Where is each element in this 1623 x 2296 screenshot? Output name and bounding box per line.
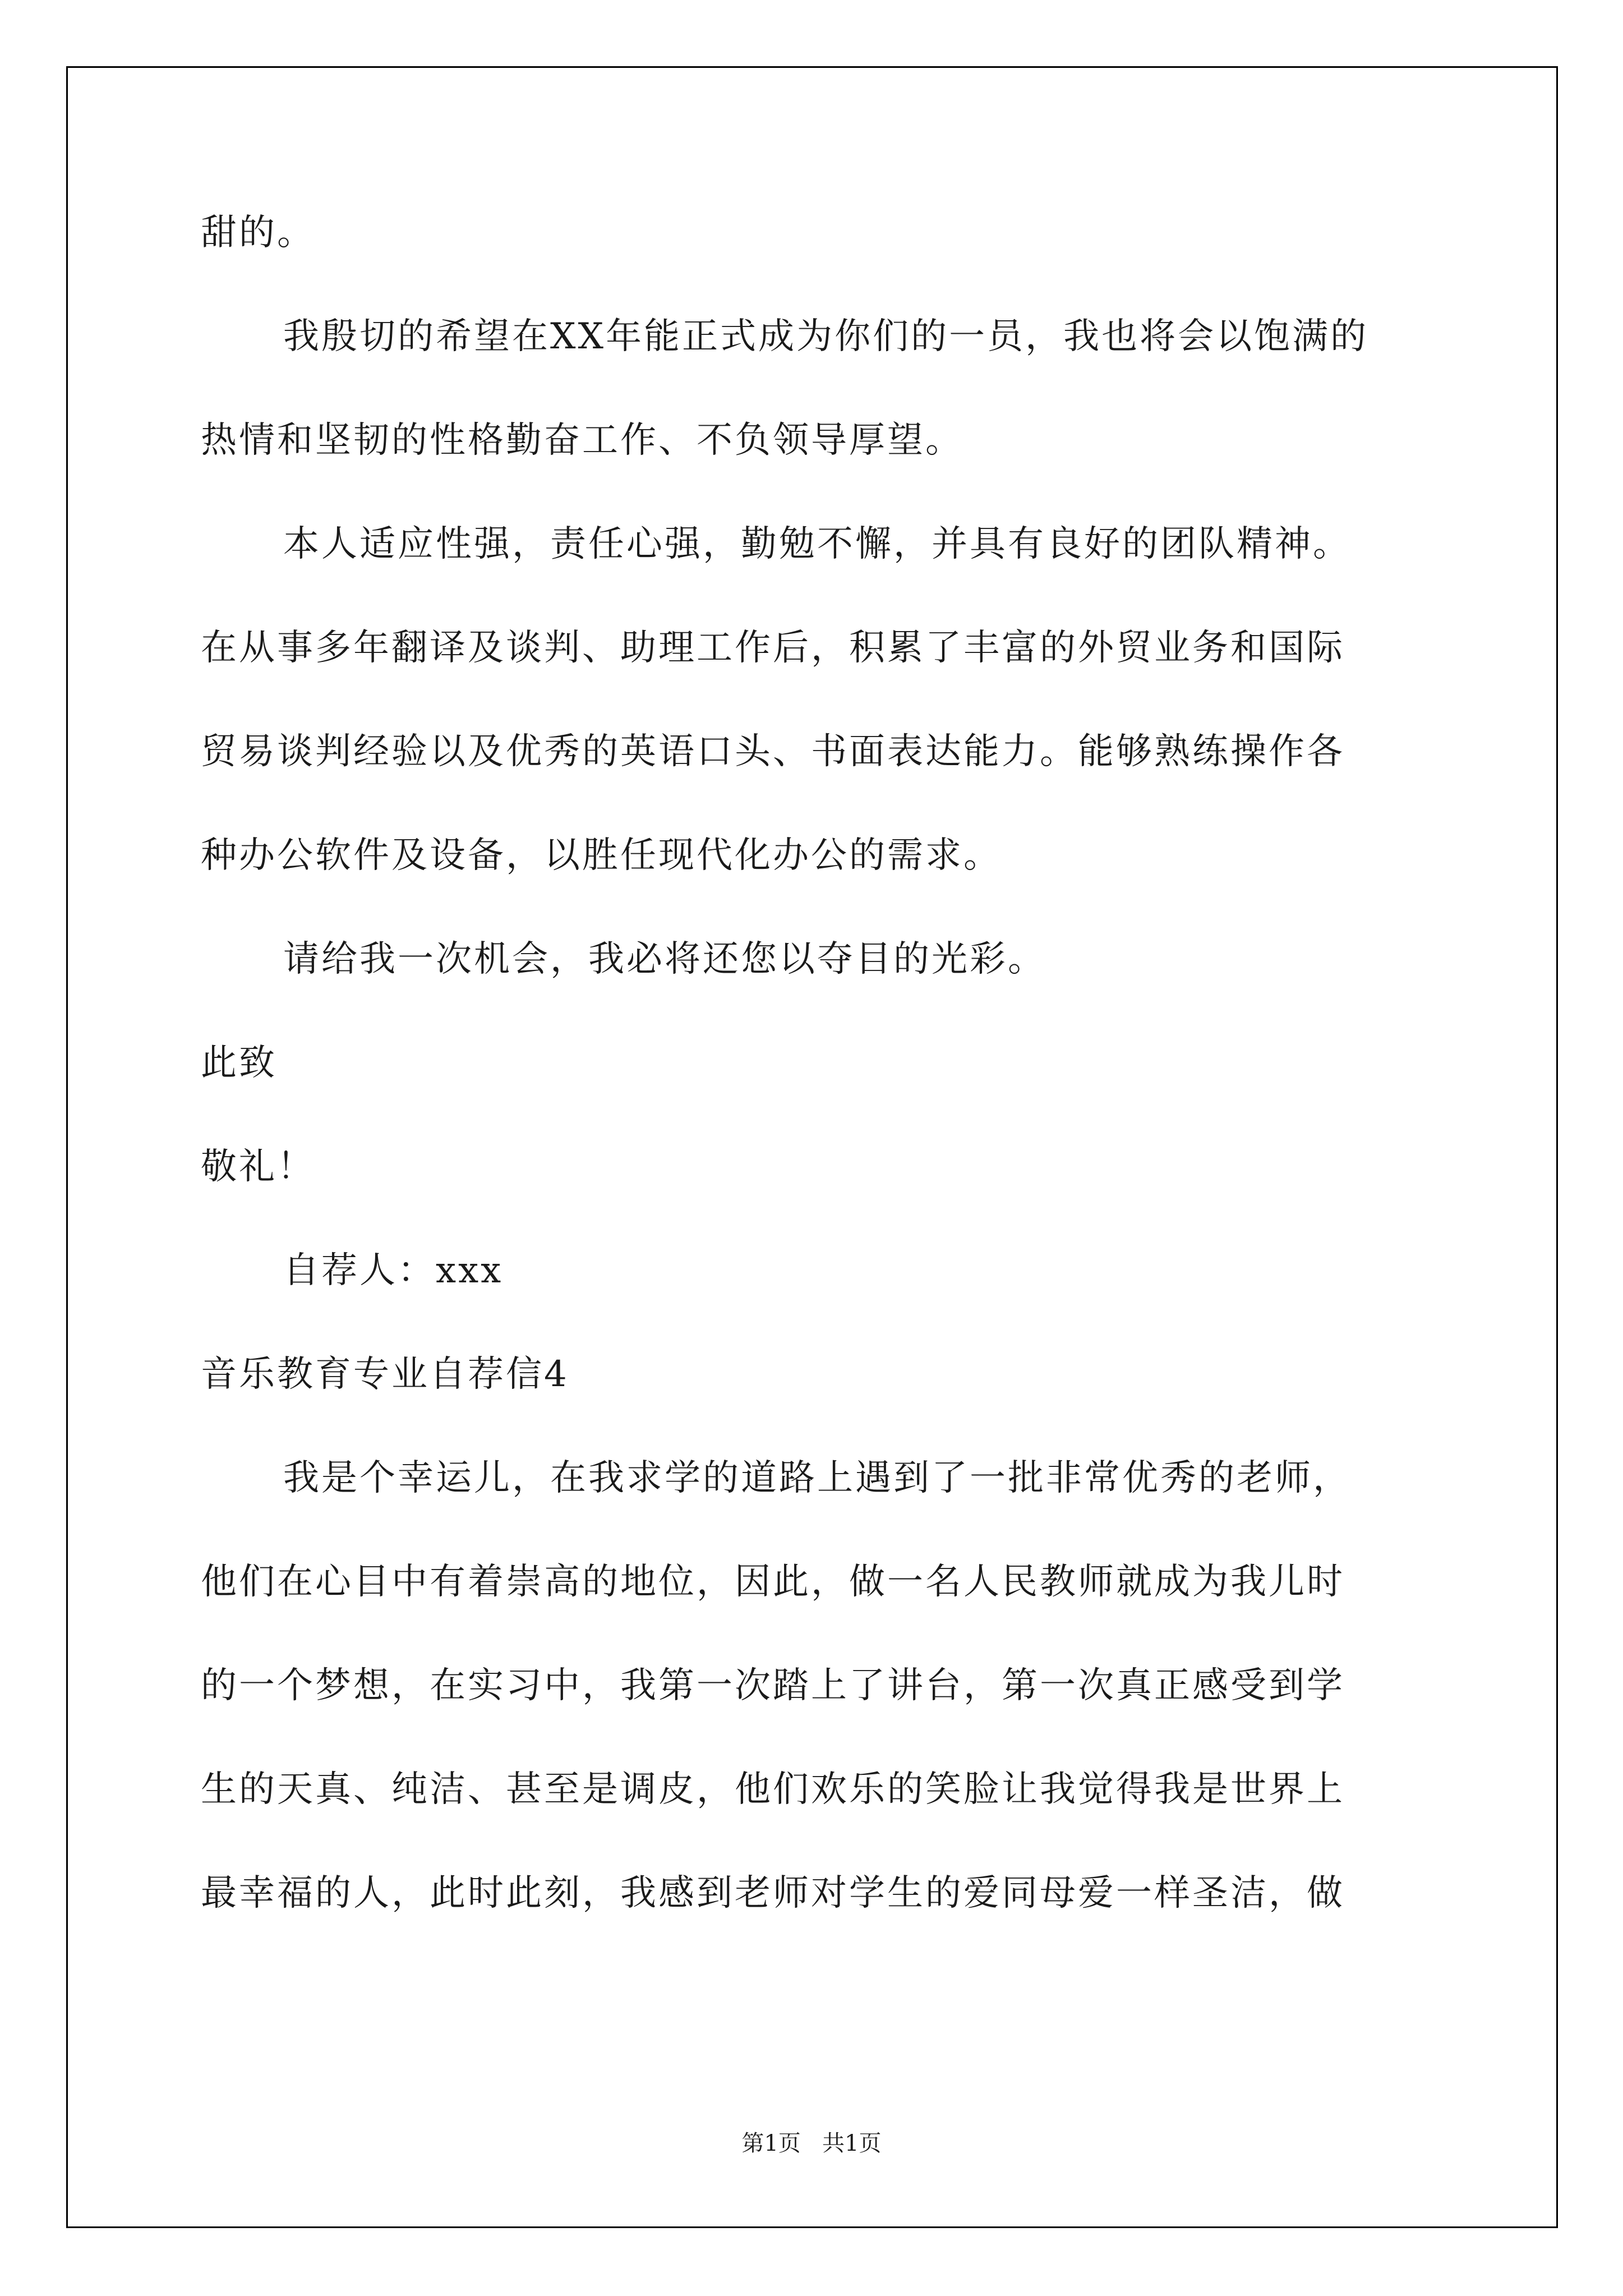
text-line: 最幸福的人，此时此刻，我感到老师对学生的爱同母爱一样圣洁，做 (201, 1872, 1345, 1914)
text-line: 的一个梦想，在实习中，我第一次踏上了讲台，第一次真正感受到学 (201, 1665, 1345, 1706)
text-line: 在从事多年翻译及谈判、助理工作后，积累了丰富的外贸业务和国际 (201, 627, 1345, 669)
signature-line: 自荐人：xxx (283, 1250, 504, 1291)
salutation-line: 敬礼！ (201, 1146, 315, 1188)
text-line: 生的天真、纯洁、甚至是调皮，他们欢乐的笑脸让我觉得我是世界上 (201, 1769, 1345, 1810)
text-line: 请给我一次机会，我必将还您以夺目的光彩。 (283, 938, 1046, 980)
text-line: 甜的。 (201, 212, 315, 254)
text-line: 我殷切的希望在XX年能正式成为你们的一员，我也将会以饱满的 (283, 316, 1369, 357)
text-line: 他们在心目中有着崇高的地位，因此，做一名人民教师就成为我儿时 (201, 1561, 1345, 1603)
salutation-line: 此致 (201, 1042, 277, 1084)
text-line: 贸易谈判经验以及优秀的英语口头、书面表达能力。能够熟练操作各 (201, 731, 1345, 772)
section-heading: 音乐教育专业自荐信4 (201, 1354, 569, 1395)
page-number: 第1页 共1页 (741, 2131, 882, 2156)
text-line: 种办公软件及设备，以胜任现代化办公的需求。 (201, 835, 1002, 876)
text-line: 热情和坚韧的性格勤奋工作、不负领导厚望。 (201, 420, 963, 461)
text-line: 我是个幸运儿，在我求学的道路上遇到了一批非常优秀的老师， (283, 1457, 1351, 1499)
text-line: 本人适应性强，责任心强，勤勉不懈，并具有良好的团队精神。 (283, 523, 1351, 565)
